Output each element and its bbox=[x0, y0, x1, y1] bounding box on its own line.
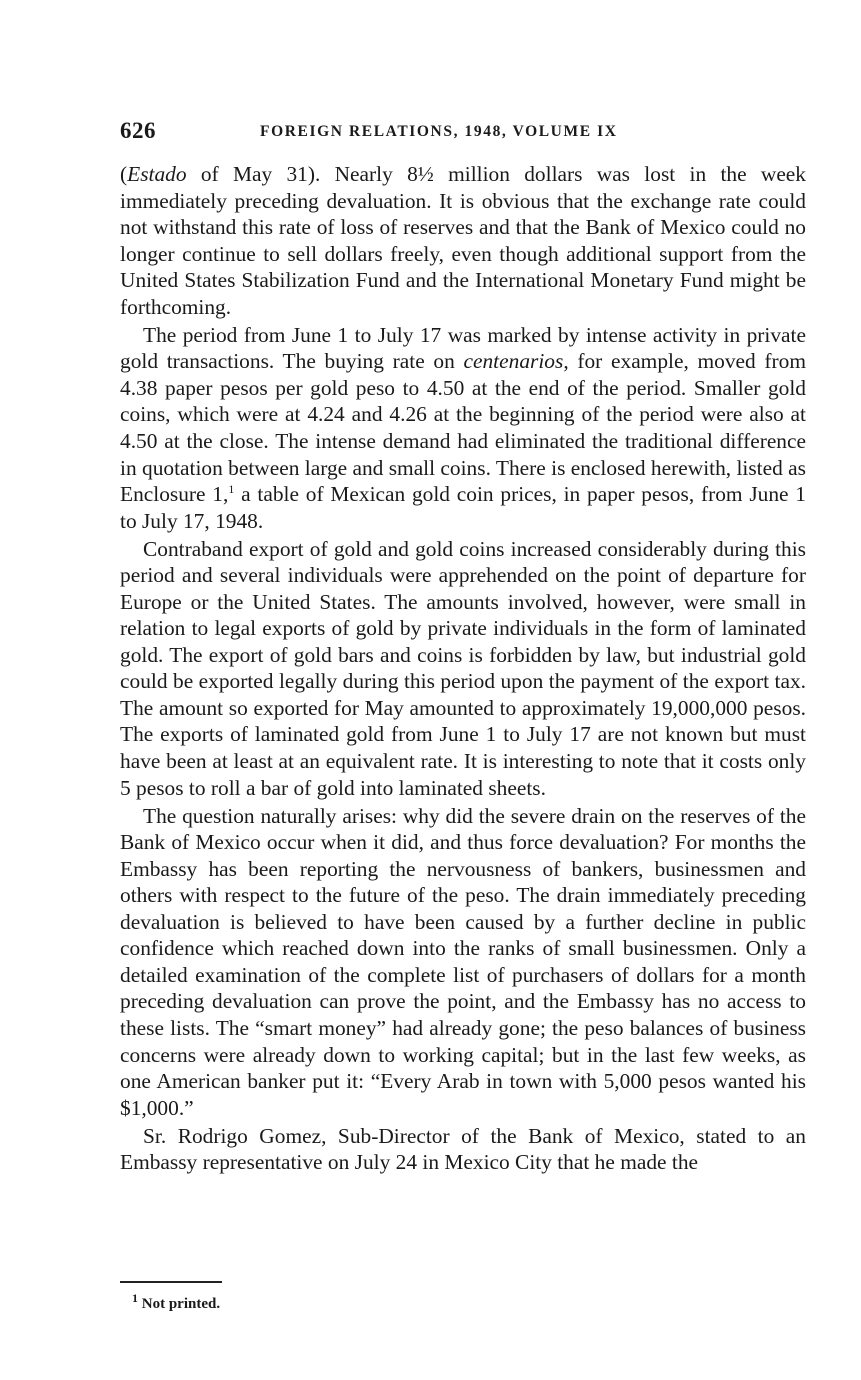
running-head: FOREIGN RELATIONS, 1948, VOLUME IX bbox=[260, 123, 618, 140]
page-header bbox=[120, 118, 810, 148]
footnote-text: Not printed. bbox=[138, 1296, 221, 1312]
page-number: 626 bbox=[120, 118, 156, 143]
paragraph-3: Contraband export of gold and gold coins increased considerably during this period and several individuals were apprehended on the point of departure for Europe or the United States. The amounts involved, however, were small in relation to legal exports of gold by private individuals in the form of laminated gold. The export of gold bars and coins is forbidden by law, but industrial gold could be exported legally during this period upon the payment of the export tax. The amount so exported for May amounted to approximately 19,000,000 pesos. The exports of laminated gold from June 1 to July 17 are not known but must have been at least at an equivalent rate. It is interesting to note that it costs only 5 pesos to roll a bar of gold into laminated sheets. bbox=[120, 536, 806, 800]
paragraph-1: (Estado of May 31). Nearly 8½ million dollars was lost in the week immediately preceding devaluation. It is obvious that the exchange rate could not withstand this rate of loss of reserves and that the Bank of Mexico could no longer continue to sell dollars freely, even though additional support from the United States Stabilization Fund and the International Monetary Fund might be forthcoming. bbox=[120, 162, 806, 319]
footnote-reference: 1 bbox=[228, 481, 235, 496]
body-text bbox=[120, 161, 806, 1176]
paragraph-5: Sr. Rodrigo Gomez, Sub-Director of the Bank of Mexico, stated to an Embassy representative on July 24 in Mexico City that he made the bbox=[120, 1123, 806, 1175]
footnote-marker: 1 bbox=[132, 1291, 138, 1305]
footnote-divider bbox=[120, 1281, 222, 1283]
paragraph-4: The question naturally arises: why did the severe drain on the reserves of the Bank of Mexico occur when it did, and thus force devaluation? For months the Embassy has been reporting the nervousness of bankers, businessmen and others with respect to the future of the peso. The drain immediately preceding devaluation is believed to have been caused by a further decline in public confidence which reached down into the ranks of small businessmen. Only a detailed examination of the complete list of purchasers of dollars for a month preceding devaluation can prove the point, and the Embassy has no access to these lists. The “smart money” had already gone; the peso balances of business concerns were already down to working capital; but in the last few weeks, as one American banker put it: “Every Arab in town with 5,000 pesos wanted his $1,000.” bbox=[120, 803, 806, 1120]
paragraph-2 bbox=[120, 322, 806, 534]
paragraph-2-text-b: , for example, moved from 4.38 paper pesos per gold peso to 4.50 at the end of the period. Smaller gold coins, which were at 4.24 and 4.26 at the beginning of the period were also at 4.50 at the close. The intense demand had eliminated the traditional difference in quotation between large and small coins. There is enclosed herewith, listed as Enclosure 1, bbox=[120, 349, 807, 507]
paragraph-2-text-c: a table of Mexican gold coin prices, in paper pesos, from June 1 to July 17, 1948. bbox=[120, 482, 806, 533]
paragraph-1-text: of May 31). Nearly 8½ million dollars was lost in the week immediately preceding devaluation. It is obvious that the exchange rate could not withstand this rate of loss of reserves and that the Bank of Mexico could no longer continue to sell dollars freely, even though additional support from the United States Stabilization Fund and the International Monetary Fund might be forthcoming. bbox=[120, 162, 806, 319]
italic-estado: Estado bbox=[127, 162, 187, 186]
paragraph-2-text-a: The period from June 1 to July 17 was marked by intense activity in private gold transactions. The buying rate on bbox=[120, 322, 806, 374]
italic-centenarios: centenarios bbox=[463, 349, 564, 374]
footnote bbox=[132, 1291, 221, 1313]
